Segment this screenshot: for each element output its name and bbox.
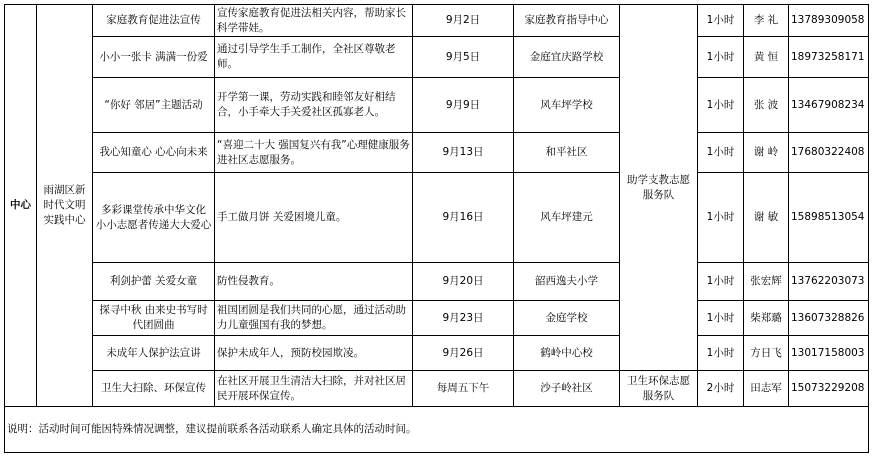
activity-date: 每周五下午 (413, 371, 514, 407)
table-row (5, 78, 869, 133)
left-label: 中心 (5, 5, 37, 407)
table-row (5, 133, 869, 173)
activity-name: 小小一张卡 满满一份爱 (93, 37, 215, 78)
activity-content: 宣传家庭教育促进法相关内容，帮助家长科学带娃。 (215, 5, 413, 37)
contact-person: 方日飞 (744, 336, 789, 371)
activity-duration: 1小时 (698, 5, 744, 37)
activity-name: 家庭教育促进法宣传 (93, 5, 215, 37)
contact-phone: 13607328826 (789, 301, 869, 336)
activity-schedule-table (4, 4, 869, 453)
contact-person: 谢 岭 (744, 133, 789, 173)
activity-date: 9月20日 (413, 263, 514, 301)
table-row (5, 173, 869, 263)
contact-phone: 17680322408 (789, 133, 869, 173)
contact-person: 田志军 (744, 371, 789, 407)
activity-content: 在社区开展卫生清洁大扫除，并对社区居民开展环保宣传。 (215, 371, 413, 407)
activity-duration: 1小时 (698, 173, 744, 263)
activity-date: 9月2日 (413, 5, 514, 37)
activity-content: “喜迎二十大 强国复兴有我”心理健康服务进社区志愿服务。 (215, 133, 413, 173)
activity-date: 9月26日 (413, 336, 514, 371)
service-team-environment: 卫生环保志愿服务队 (620, 371, 698, 407)
contact-phone: 13467908234 (789, 78, 869, 133)
activity-name: 我心知童心 心心向未来 (93, 133, 215, 173)
table-row (5, 263, 869, 301)
activity-date: 9月9日 (413, 78, 514, 133)
activity-date: 9月5日 (413, 37, 514, 78)
activity-duration: 1小时 (698, 37, 744, 78)
activity-duration: 2小时 (698, 371, 744, 407)
activity-content: 开学第一课，劳动实践和睦邻友好相结合，小手牵大手关爱社区孤寡老人。 (215, 78, 413, 133)
activity-name: 利剑护蕾 关爱女童 (93, 263, 215, 301)
activity-place: 韶西逸夫小学 (514, 263, 620, 301)
contact-phone: 15898513054 (789, 173, 869, 263)
table-row (5, 37, 869, 78)
activity-place: 金庭学校 (514, 301, 620, 336)
activity-content: 祖国团圆是我们共同的心愿，通过活动助力儿童强国有我的梦想。 (215, 301, 413, 336)
activity-duration: 1小时 (698, 78, 744, 133)
contact-phone: 15073229208 (789, 371, 869, 407)
contact-person: 黄 恒 (744, 37, 789, 78)
activity-content: 防性侵教育。 (215, 263, 413, 301)
activity-content: 通过引导学生手工制作，全社区尊敬老师。 (215, 37, 413, 78)
activity-duration: 1小时 (698, 263, 744, 301)
activity-place: 沙子岭社区 (514, 371, 620, 407)
activity-place: 家庭教育指导中心 (514, 5, 620, 37)
activity-name: “你好 邻居”主题活动 (93, 78, 215, 133)
table-row (5, 5, 869, 37)
activity-date: 9月23日 (413, 301, 514, 336)
contact-phone: 18973258171 (789, 37, 869, 78)
activity-name: 多彩课堂传承中华文化 小小志愿者传递大大爱心 (93, 173, 215, 263)
contact-phone: 13789309058 (789, 5, 869, 37)
activity-content: 保护未成年人，预防校园欺凌。 (215, 336, 413, 371)
contact-person: 张 波 (744, 78, 789, 133)
contact-person: 柴郑璐 (744, 301, 789, 336)
table-row (5, 371, 869, 407)
activity-content: 手工做月饼 关爱困境儿童。 (215, 173, 413, 263)
activity-date: 9月16日 (413, 173, 514, 263)
activity-place: 风车坪建元 (514, 173, 620, 263)
footnote: 说明：活动时间可能因特殊情况调整，建议提前联系各活动联系人确定具体的活动时间。 (5, 407, 869, 453)
activity-duration: 1小时 (698, 336, 744, 371)
activity-name: 探寻中秋 由来史书写时代团圆曲 (93, 301, 215, 336)
contact-phone: 13762203073 (789, 263, 869, 301)
contact-person: 李 礼 (744, 5, 789, 37)
activity-place: 金庭宜庆路学校 (514, 37, 620, 78)
activity-duration: 1小时 (698, 133, 744, 173)
contact-person: 谢 敏 (744, 173, 789, 263)
contact-phone: 13017158003 (789, 336, 869, 371)
service-team: 助学支教志愿服务队 (620, 5, 698, 371)
activity-place: 鹤岭中心校 (514, 336, 620, 371)
table-row (5, 336, 869, 371)
contact-person: 张宏辉 (744, 263, 789, 301)
table-row (5, 301, 869, 336)
activity-duration: 1小时 (698, 301, 744, 336)
center-name: 雨湖区新时代文明实践中心 (37, 5, 93, 407)
note-row (5, 407, 869, 453)
activity-place: 风车坪学校 (514, 78, 620, 133)
activity-name: 未成年人保护法宣讲 (93, 336, 215, 371)
activity-place: 和平社区 (514, 133, 620, 173)
activity-name: 卫生大扫除、环保宣传 (93, 371, 215, 407)
activity-date: 9月13日 (413, 133, 514, 173)
